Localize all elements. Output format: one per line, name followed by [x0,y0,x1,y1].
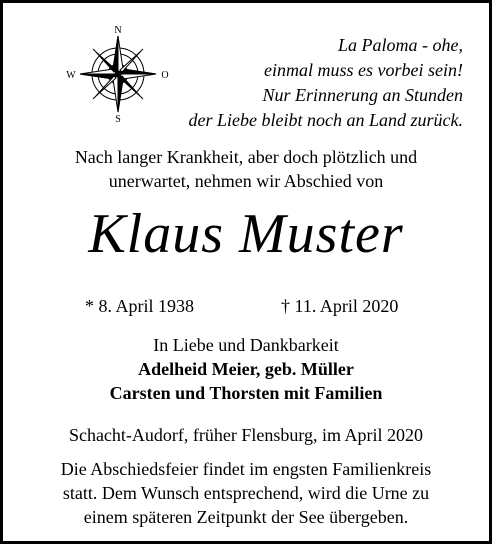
poem-line: der Liebe bleibt noch an Land zurück. [188,110,463,130]
final-notice [3,457,489,529]
mourners-block [3,333,489,405]
compass-label-o: O [161,70,169,81]
final-line: Die Abschiedsfeier findet im engsten Familienkreis [60,459,432,479]
final-line: einem späteren Zeitpunkt der See übergeben. [83,507,409,527]
mourners-intro: In Liebe und Dankbarkeit [153,335,339,355]
poem-line: einmal muss es vorbei sein! [264,60,463,80]
place-date: Schacht-Audorf, früher Flensburg, im April 2020 [68,425,424,445]
deceased-name: Klaus Muster [88,203,404,265]
poem-line: Nur Erinnerung an Stunden [262,85,463,105]
poem-verse [189,33,463,133]
compass-label-s: S [115,114,121,123]
final-line: statt. Dem Wunsch entsprechend, wird die Urne zu [62,483,430,503]
poem-line: La Paloma - ohe, [338,35,463,55]
intro-line: unerwartet, nehmen wir Abschied von [108,171,384,191]
mourner-name: Carsten und Thorsten mit Familien [109,383,383,403]
compass-rose-icon [63,23,173,123]
birth-date: * 8. April 1938 [85,296,195,316]
intro-line: Nach langer Krankheit, aber doch plötzlich und [74,147,418,167]
intro-text [3,145,489,193]
mourner-name: Adelheid Meier, geb. Müller [138,359,354,379]
compass-label-n: N [114,25,122,36]
compass-label-w: W [66,70,76,81]
death-date: † 11. April 2020 [281,296,399,316]
